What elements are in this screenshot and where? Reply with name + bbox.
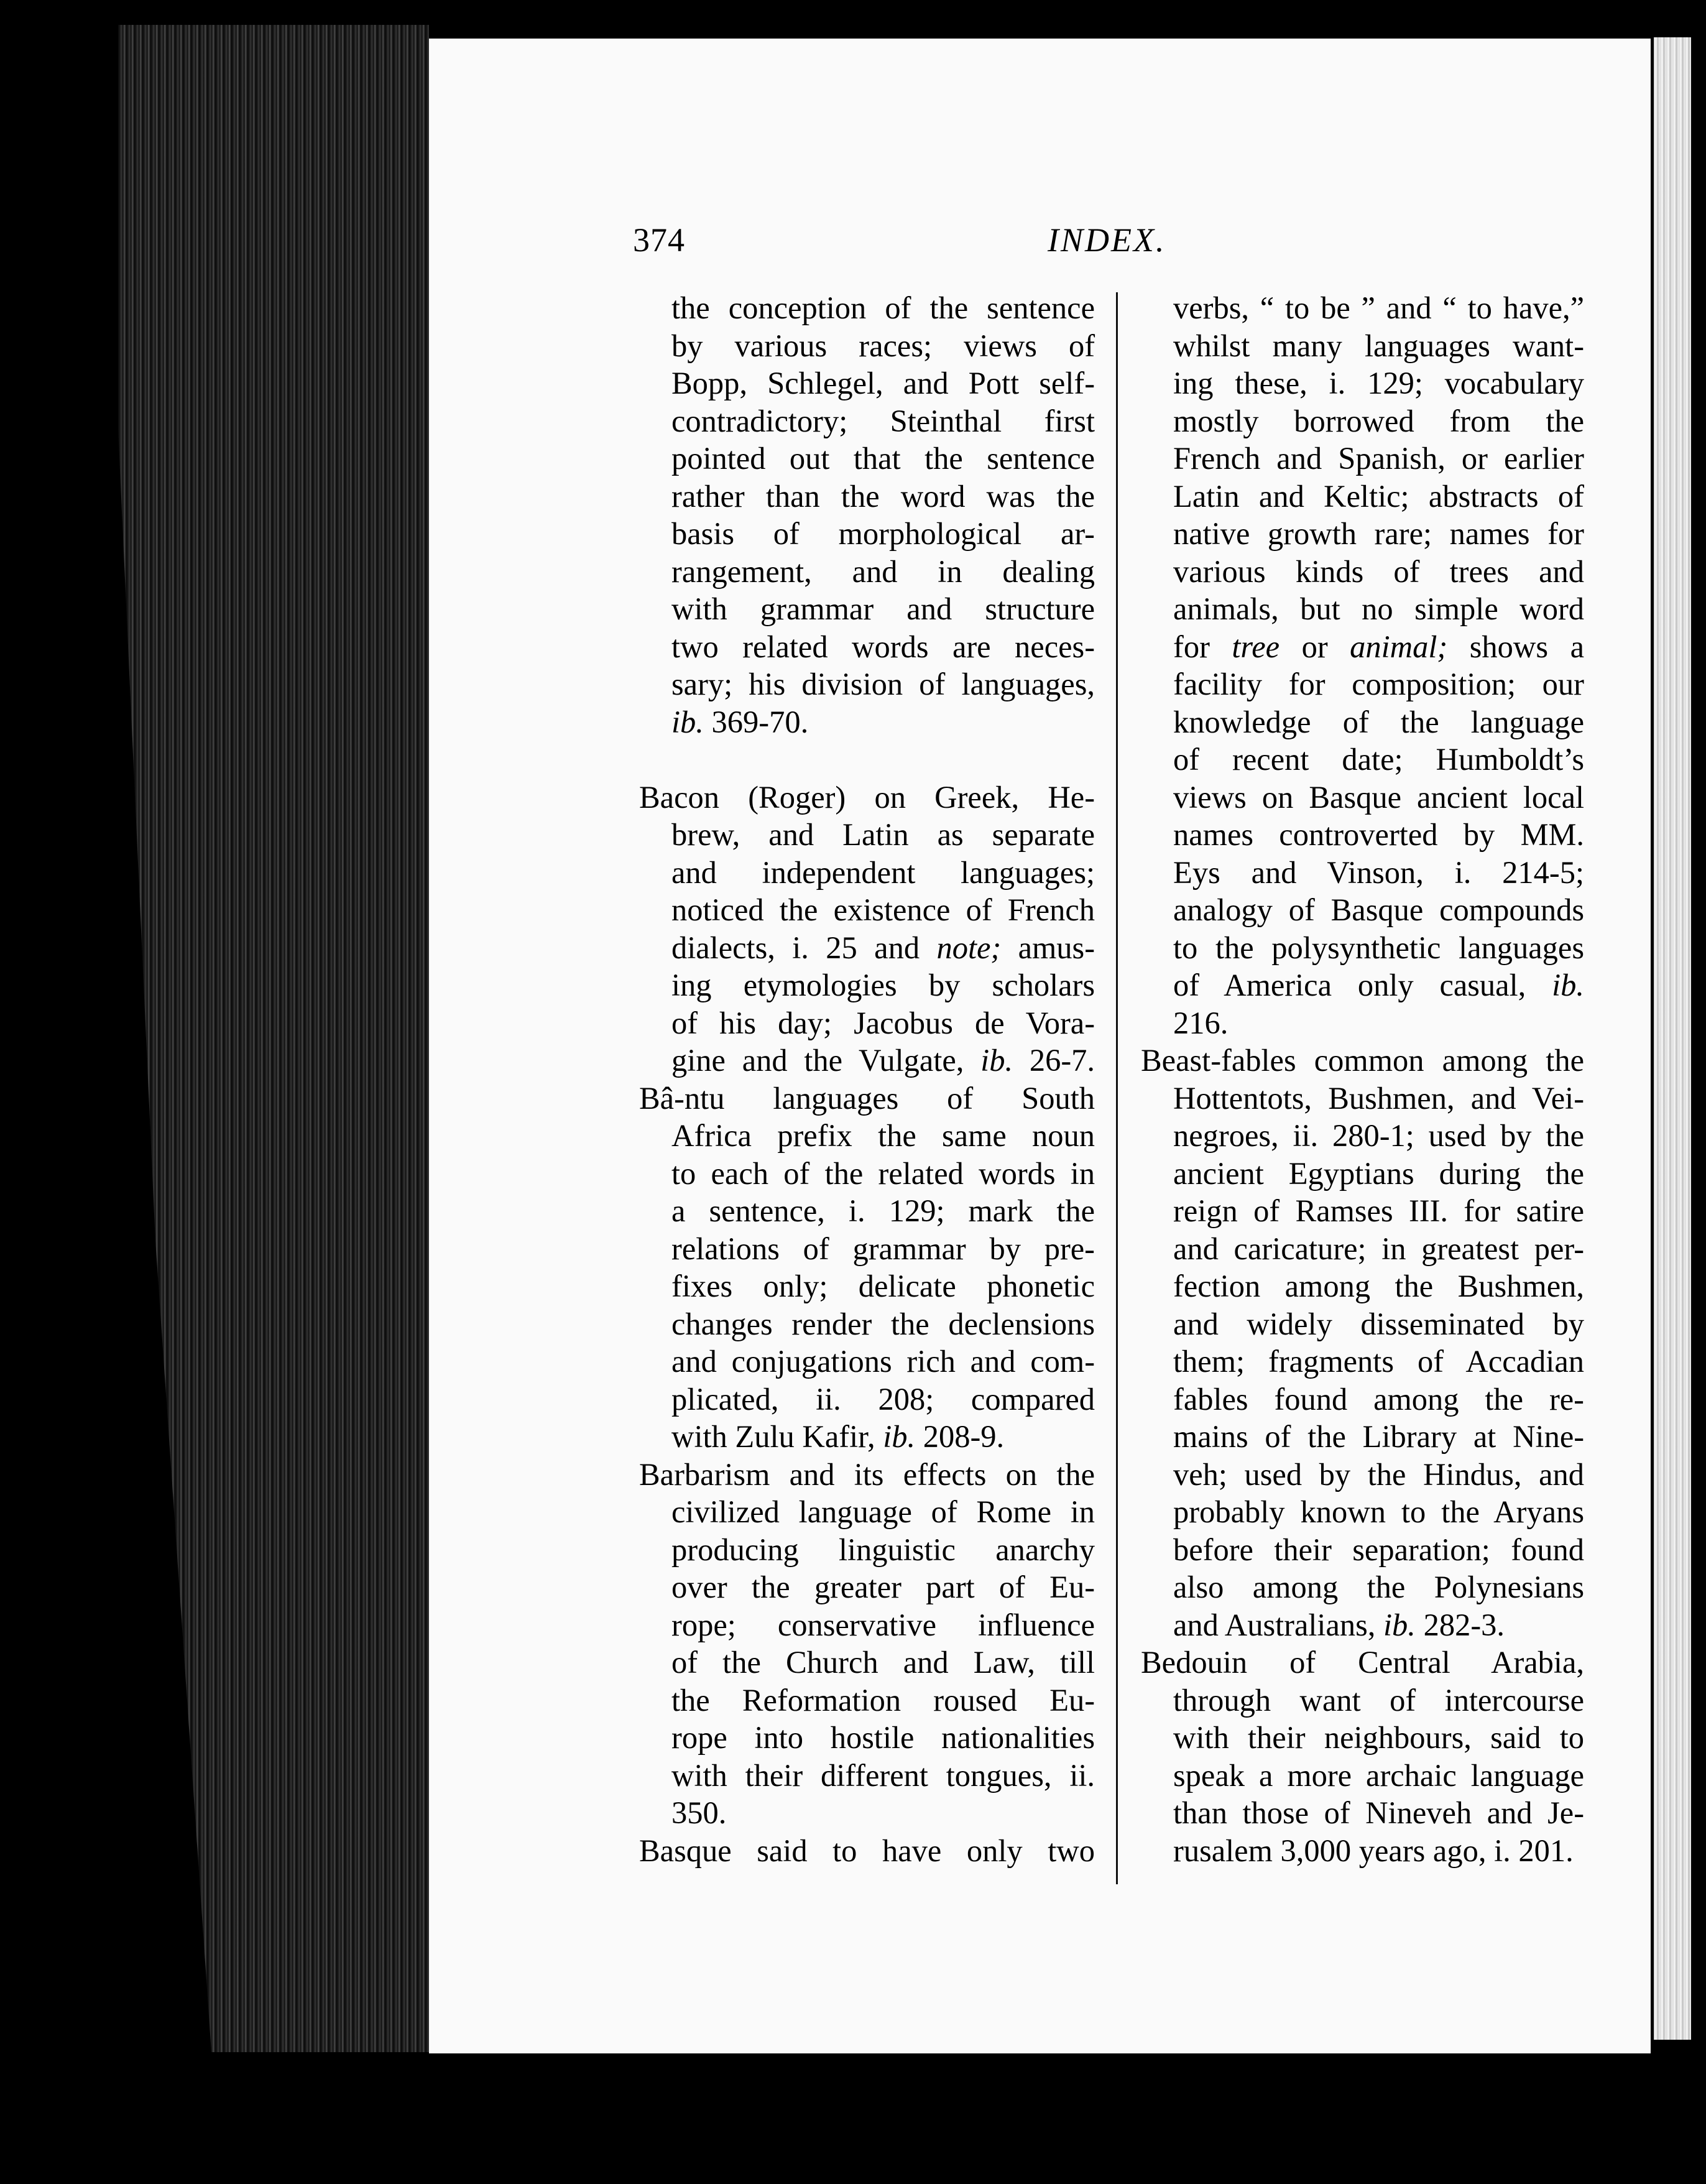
index-entry-heading: Bacon (Roger) on Greek, He- — [639, 779, 1095, 815]
index-line: ib. 369-70. — [671, 704, 809, 739]
index-line: to the polysynthetic languages — [1173, 930, 1584, 965]
page-number: 374 — [633, 221, 685, 259]
index-line: over the greater part of Eu- — [671, 1570, 1095, 1604]
index-line: for tree or animal; shows a — [1173, 629, 1584, 664]
index-line: brew, and Latin as separate — [671, 817, 1095, 852]
index-line: and conjugations rich and com- — [671, 1344, 1095, 1379]
index-line: speak a more archaic language — [1173, 1757, 1585, 1793]
entry-gap — [639, 741, 1095, 779]
index-line: rusalem 3,000 years ago, i. 201. — [1173, 1833, 1574, 1868]
index-line: noticed the existence of French — [671, 892, 1095, 927]
index-line: analogy of Basque compounds — [1173, 892, 1584, 927]
index-line: animals, but no simple word — [1173, 591, 1585, 626]
index-line: ing etymologies by scholars — [671, 968, 1095, 1002]
index-line: mostly borrowed from the — [1173, 403, 1585, 438]
index-line: of recent date; Humboldt’s — [1173, 742, 1585, 777]
index-entry-heading: Basque said to have only two — [639, 1833, 1095, 1868]
index-line: with grammar and structure — [671, 591, 1095, 626]
index-line: also among the Polynesians — [1173, 1570, 1585, 1604]
index-line: Bopp, Schlegel, and Pott self- — [671, 366, 1095, 400]
index-line: than those of Nineveh and Je- — [1173, 1795, 1585, 1830]
index-line: 216. — [1173, 1005, 1229, 1040]
index-line: with their different tongues, ii. — [671, 1757, 1095, 1793]
index-line: and Australians, ib. 282-3. — [1173, 1607, 1505, 1642]
index-line: them; fragments of Accadian — [1173, 1344, 1585, 1379]
index-line: reign of Ramses III. for satire — [1173, 1193, 1584, 1228]
index-line: of the Church and Law, till — [671, 1645, 1095, 1680]
index-line: negroes, ii. 280-1; used by the — [1173, 1118, 1584, 1153]
right-page-edge — [1654, 37, 1691, 2040]
index-entry-heading: Bâ-ntu languages of South — [639, 1080, 1095, 1116]
index-line: the Reformation roused Eu- — [671, 1682, 1095, 1718]
index-line: rope into hostile nationalities — [671, 1720, 1095, 1755]
index-line: the conception of the sentence — [671, 290, 1095, 325]
index-line: fables found among the re- — [1173, 1381, 1585, 1417]
index-line: facility for composition; our — [1173, 667, 1584, 701]
index-line: fixes only; delicate phonetic — [671, 1269, 1095, 1303]
index-entry-heading: Beast-fables common among the — [1141, 1043, 1584, 1078]
index-line: probably known to the Aryans — [1173, 1494, 1584, 1529]
index-entry-heading: Bedouin of Central Arabia, — [1141, 1645, 1585, 1680]
index-line: through want of intercourse — [1173, 1682, 1585, 1718]
index-line: rangement, and in dealing — [671, 553, 1095, 589]
index-line: producing linguistic anarchy — [671, 1532, 1095, 1567]
index-line: views on Basque ancient local — [1173, 779, 1585, 815]
index-line: civilized language of Rome in — [671, 1494, 1095, 1529]
index-line: ancient Egyptians during the — [1173, 1155, 1585, 1191]
index-line: relations of grammar by pre- — [671, 1231, 1095, 1266]
index-line: Africa prefix the same noun — [671, 1118, 1095, 1153]
index-line: sary; his division of languages, — [671, 667, 1095, 701]
index-line: mains of the Library at Nine- — [1173, 1419, 1585, 1454]
index-line: veh; used by the Hindus, and — [1173, 1456, 1584, 1492]
index-line: dialects, i. 25 and note; amus- — [671, 930, 1095, 965]
index-line: basis of morphological ar- — [671, 516, 1095, 551]
index-column-right — [1141, 289, 1584, 1869]
index-line: of his day; Jacobus de Vora- — [671, 1005, 1095, 1040]
index-line: by various races; views of — [671, 328, 1095, 363]
index-line: two related words are neces- — [671, 629, 1095, 664]
index-line: verbs, “ to be ” and “ to have,” — [1173, 290, 1585, 325]
index-line: whilst many languages want- — [1173, 328, 1585, 363]
index-line: 350. — [671, 1795, 727, 1830]
index-line: native growth rare; names for — [1173, 516, 1584, 551]
index-line: and caricature; in greatest per- — [1173, 1231, 1585, 1266]
index-line: fection among the Bushmen, — [1173, 1269, 1584, 1303]
index-line: before their separation; found — [1173, 1532, 1585, 1567]
index-line: Eys and Vinson, i. 214-5; — [1173, 854, 1585, 890]
index-line: with Zulu Kafir, ib. 208-9. — [671, 1419, 1005, 1454]
index-line: plicated, ii. 208; compared — [671, 1381, 1095, 1417]
index-line: and independent languages; — [671, 854, 1095, 890]
index-line: with their neighbours, said to — [1173, 1720, 1585, 1755]
index-line: changes render the declensions — [671, 1306, 1095, 1341]
index-line: and widely disseminated by — [1173, 1306, 1584, 1341]
column-divider — [1116, 292, 1118, 1884]
index-line: rope; conservative influence — [671, 1607, 1095, 1642]
running-head: INDEX. — [1048, 221, 1166, 259]
index-line: names controverted by MM. — [1173, 817, 1584, 852]
index-line: Hottentots, Bushmen, and Vei- — [1173, 1080, 1585, 1116]
index-line: French and Spanish, or earlier — [1173, 441, 1584, 476]
index-line: ing these, i. 129; vocabulary — [1173, 366, 1585, 400]
index-line: rather than the word was the — [671, 478, 1095, 514]
index-line: to each of the related words in — [671, 1155, 1095, 1191]
index-line: a sentence, i. 129; mark the — [671, 1193, 1095, 1228]
index-line: Latin and Keltic; abstracts of — [1173, 478, 1584, 514]
index-line: of America only casual, ib. — [1173, 968, 1585, 1002]
index-line: gine and the Vulgate, ib. 26-7. — [671, 1043, 1095, 1078]
index-entry-heading: Barbarism and its effects on the — [639, 1456, 1095, 1492]
index-line: various kinds of trees and — [1173, 553, 1585, 589]
index-line: contradictory; Steinthal first — [671, 403, 1095, 438]
index-line: pointed out that the sentence — [671, 441, 1095, 476]
index-line: knowledge of the language — [1173, 704, 1585, 739]
index-column-left — [639, 289, 1095, 1869]
